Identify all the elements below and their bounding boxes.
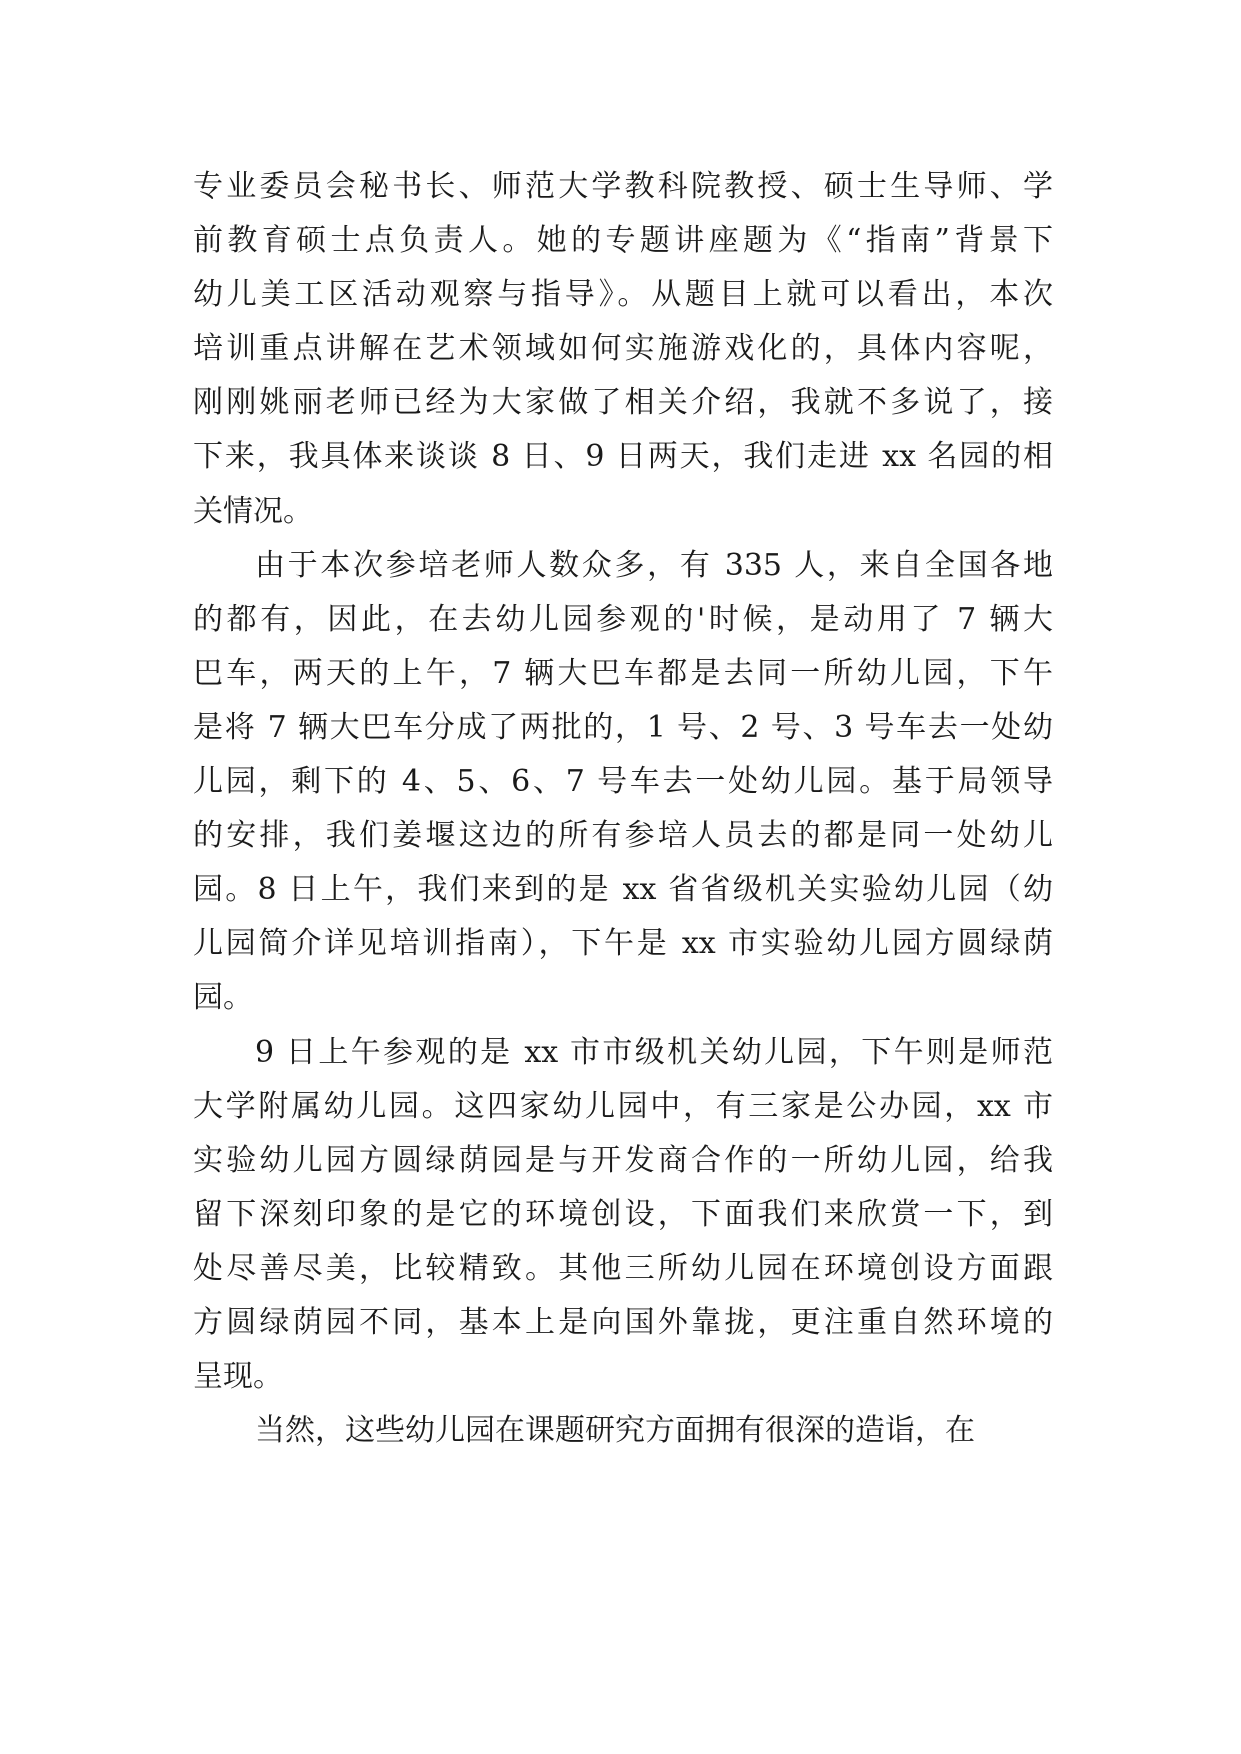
text-line: 的都有，因此，在去幼儿园参观的'时候，是动用了 7 辆大	[193, 601, 1053, 637]
text-line: 培训重点讲解在艺术领域如何实施游戏化的，具体内容呢，	[193, 331, 1053, 367]
body-text	[193, 160, 1053, 1458]
text-line: 关情况。	[193, 493, 313, 529]
text-line: 呈现。	[193, 1359, 283, 1395]
text-line: 当然，这些幼儿园在课题研究方面拥有很深的造诣，在	[255, 1413, 975, 1449]
text-line: 幼儿美工区活动观察与指导》。从题目上就可以看出，本次	[193, 277, 1053, 313]
text-line: 处尽善尽美，比较精致。其他三所幼儿园在环境创设方面跟	[193, 1250, 1053, 1286]
text-line: 下来，我具体来谈谈 8 日、9 日两天，我们走进 xx 名园的相	[193, 439, 1053, 475]
text-line: 由于本次参培老师人数众多，有 335 人，来自全国各地	[255, 547, 1053, 583]
text-line: 专业委员会秘书长、师范大学教科院教授、硕士生导师、学	[193, 169, 1053, 204]
text-line: 儿园简介详见培训指南），下午是 xx 市实验幼儿园方圆绿荫	[193, 926, 1053, 962]
text-line: 园。8 日上午，我们来到的是 xx 省省级机关实验幼儿园（幼	[193, 872, 1053, 908]
text-line: 刚刚姚丽老师已经为大家做了相关介绍，我就不多说了，接	[193, 385, 1053, 421]
text-line: 留下深刻印象的是它的环境创设，下面我们来欣赏一下，到	[193, 1196, 1053, 1232]
text-line: 园。	[193, 980, 253, 1016]
text-line: 巴车，两天的上午，7 辆大巴车都是去同一所幼儿园，下午	[193, 655, 1053, 691]
text-line: 方圆绿荫园不同，基本上是向国外靠拢，更注重自然环境的	[193, 1304, 1053, 1340]
text-line: 大学附属幼儿园。这四家幼儿园中，有三家是公办园，xx 市	[193, 1088, 1053, 1124]
text-line: 的安排，我们姜堰这边的所有参培人员去的都是同一处幼儿	[193, 818, 1053, 854]
text-line: 9 日上午参观的是 xx 市市级机关幼儿园，下午则是师范	[255, 1034, 1053, 1070]
text-line: 前教育硕士点负责人。她的专题讲座题为《“指南”背景下	[193, 223, 1053, 259]
text-line: 实验幼儿园方圆绿荫园是与开发商合作的一所幼儿园，给我	[193, 1142, 1053, 1178]
text-line: 是将 7 辆大巴车分成了两批的，1 号、2 号、3 号车去一处幼	[193, 709, 1053, 745]
text-line: 儿园，剩下的 4、5、6、7 号车去一处幼儿园。基于局领导	[193, 764, 1053, 800]
